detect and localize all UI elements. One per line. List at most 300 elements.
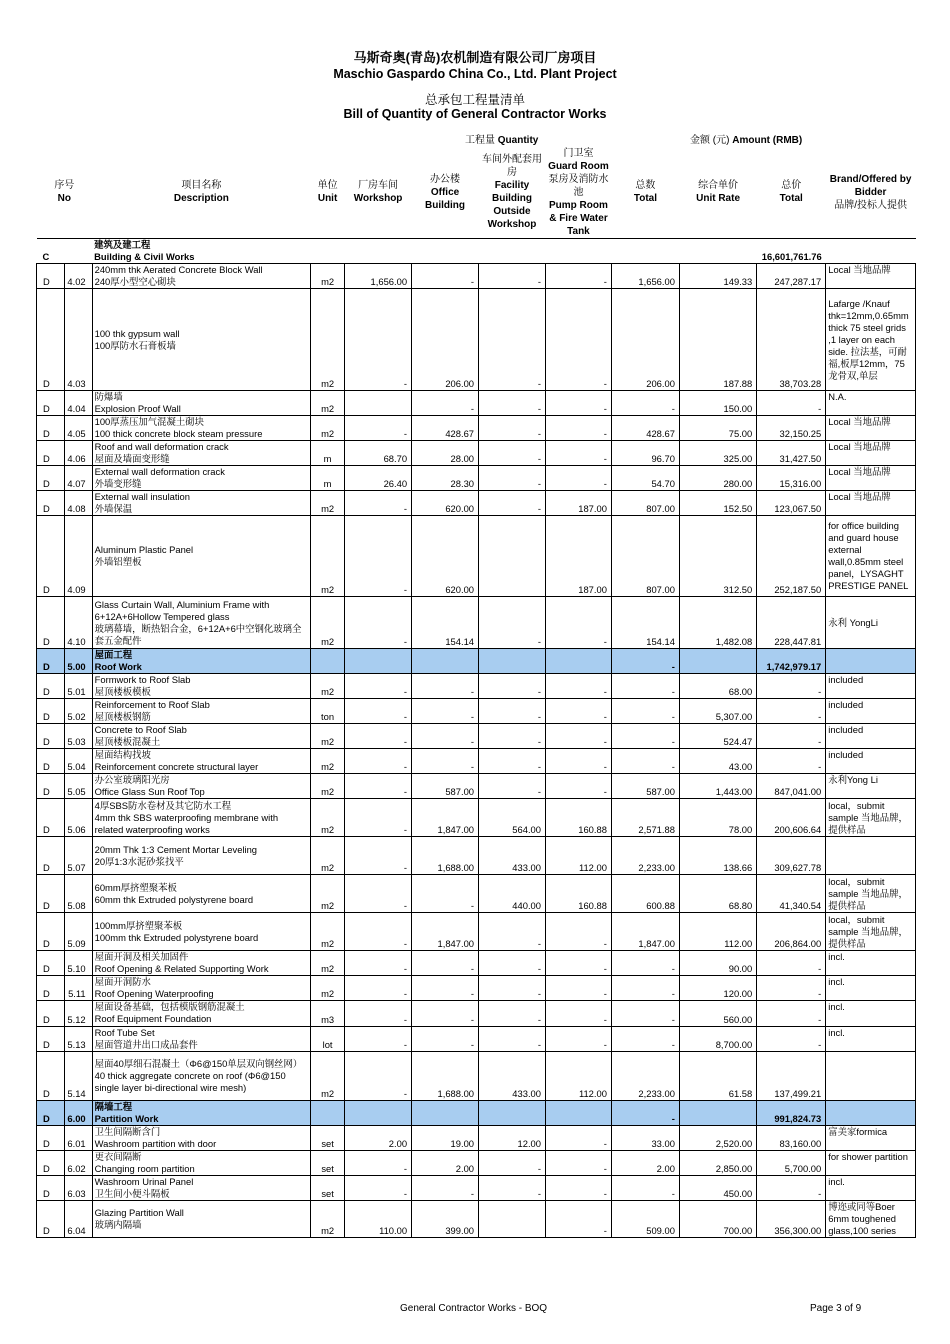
office-qty: 620.00 — [412, 491, 479, 516]
item-number: 6.03 — [64, 1176, 92, 1201]
unit-cell: m2 — [311, 875, 345, 913]
guard-pump-qty: - — [545, 391, 611, 416]
total-amount: - — [757, 1001, 826, 1027]
group-amount-cn: 金额 (元) — [690, 135, 730, 146]
item-number: 5.07 — [64, 837, 92, 875]
guard-pump-qty: 112.00 — [545, 1052, 611, 1101]
table-row — [37, 466, 916, 491]
description-line-1: 100厚蒸压加气混凝土砌块 — [94, 416, 205, 427]
guard-pump-qty: - — [545, 976, 611, 1001]
workshop-qty: - — [345, 491, 412, 516]
total-amount: - — [757, 1176, 826, 1201]
facility-qty: - — [479, 1176, 546, 1201]
description-line-2: Roof Opening Waterproofing — [94, 988, 214, 999]
guard-pump-qty: - — [545, 951, 611, 976]
brand-cell: 富美家formica — [826, 1126, 916, 1151]
total-qty: 1,847.00 — [611, 913, 679, 951]
office-qty: - — [412, 1001, 479, 1027]
description-line-1: External wall insulation — [94, 491, 190, 502]
unit-rate: 90.00 — [679, 951, 756, 976]
workshop-qty: - — [345, 1052, 412, 1101]
item-description — [92, 1052, 310, 1101]
unit-rate: 524.47 — [679, 724, 756, 749]
unit-rate: 187.88 — [679, 289, 756, 391]
brand-cell — [826, 1052, 916, 1101]
description-line-2: 100 thick concrete block steam pressure — [94, 428, 263, 439]
group-amount-en: Amount (RMB) — [732, 135, 803, 146]
unit-rate: 120.00 — [679, 976, 756, 1001]
total-qty: 807.00 — [611, 516, 679, 597]
unit-rate: 61.58 — [679, 1052, 756, 1101]
item-code-letter: C — [37, 239, 65, 264]
description-line-1: 建筑及建工程 — [94, 239, 151, 250]
unit-rate: 1,443.00 — [679, 774, 756, 799]
workshop-qty: - — [345, 699, 412, 724]
description-line-1: External wall deformation crack — [94, 466, 225, 477]
office-qty: 2.00 — [412, 1151, 479, 1176]
office-qty: 1,688.00 — [412, 1052, 479, 1101]
item-number: 4.02 — [64, 264, 92, 289]
facility-qty — [479, 1201, 546, 1238]
unit-cell: m2 — [311, 951, 345, 976]
brand-cell: Local 当地品牌 — [826, 264, 916, 289]
item-code-letter: D — [37, 1001, 65, 1027]
unit-rate: 450.00 — [679, 1176, 756, 1201]
facility-qty: 433.00 — [479, 1052, 546, 1101]
item-description — [92, 749, 310, 774]
facility-qty: - — [479, 264, 546, 289]
item-code-letter: D — [37, 913, 65, 951]
item-code-letter: D — [37, 264, 65, 289]
header-total-amount: 总价 Total — [779, 180, 803, 204]
facility-qty: - — [479, 674, 546, 699]
facility-qty: 440.00 — [479, 875, 546, 913]
header-no: 序号 No — [54, 180, 75, 204]
guard-pump-qty: - — [545, 913, 611, 951]
guard-pump-qty: - — [545, 597, 611, 649]
unit-cell — [311, 239, 345, 264]
description-line-2: 240厚小型空心砌块 — [94, 276, 176, 287]
facility-qty: - — [479, 416, 546, 441]
item-number: 4.07 — [64, 466, 92, 491]
facility-qty: 564.00 — [479, 799, 546, 837]
workshop-qty: - — [345, 951, 412, 976]
item-code-letter: D — [37, 875, 65, 913]
office-qty: 428.67 — [412, 416, 479, 441]
total-amount: 1,742,979.17 — [757, 649, 826, 674]
table-row — [37, 875, 916, 913]
unit-rate: 2,850.00 — [679, 1151, 756, 1176]
total-amount: - — [757, 749, 826, 774]
item-code-letter: D — [37, 416, 65, 441]
total-qty: 154.14 — [611, 597, 679, 649]
brand-cell: incl. — [826, 1027, 916, 1052]
total-qty: - — [611, 1001, 679, 1027]
table-row — [37, 1052, 916, 1101]
total-qty: 96.70 — [611, 441, 679, 466]
brand-cell: Local 当地品牌 — [826, 466, 916, 491]
total-qty: 54.70 — [611, 466, 679, 491]
item-description — [92, 416, 310, 441]
total-amount: 991,824.73 — [757, 1101, 826, 1126]
header-guard-pump: 门卫室 Guard Room 泵房及消防水池 Pump Room & Fire Water Tank — [548, 147, 609, 237]
description-line-1: 240mm thk Aerated Concrete Block Wall — [94, 264, 263, 275]
total-amount: 137,499.21 — [757, 1052, 826, 1101]
brand-cell: for office building and guard house external wall,0.85mm steel panel，LYSAGHT PRESTIGE PANEL — [826, 516, 916, 597]
description-line-2: Explosion Proof Wall — [94, 403, 181, 414]
item-code-letter: D — [37, 674, 65, 699]
description-line-1: 100mm厚挤塑聚苯板 — [94, 919, 183, 931]
office-qty: - — [412, 391, 479, 416]
unit-cell: m2 — [311, 774, 345, 799]
total-amount: 847,041.00 — [757, 774, 826, 799]
item-description — [92, 837, 310, 875]
description-line-2: Building & Civil Works — [94, 251, 195, 262]
facility-qty: - — [479, 491, 546, 516]
brand-cell: included — [826, 724, 916, 749]
item-code-letter: D — [37, 1176, 65, 1201]
item-description — [92, 239, 310, 264]
description-line-1: 更衣间隔断 — [94, 1151, 142, 1162]
item-description — [92, 516, 310, 597]
workshop-qty — [345, 649, 412, 674]
office-qty: 19.00 — [412, 1126, 479, 1151]
item-number: 5.03 — [64, 724, 92, 749]
unit-cell: m2 — [311, 416, 345, 441]
table-row — [37, 749, 916, 774]
total-amount: 309,627.78 — [757, 837, 826, 875]
header-total-qty: 总数 Total — [633, 180, 657, 204]
description-line-2: 屋顶楼板混凝土 — [94, 736, 161, 747]
unit-cell: m2 — [311, 976, 345, 1001]
item-number: 4.10 — [64, 597, 92, 649]
total-qty: 2.00 — [611, 1151, 679, 1176]
section-row — [37, 1101, 916, 1126]
workshop-qty — [345, 391, 412, 416]
item-code-letter: D — [37, 1151, 65, 1176]
description-line-1: Concrete to Roof Slab — [94, 724, 187, 735]
description-line-2: 100mm thk Extruded polystyrene board — [94, 931, 259, 943]
brand-cell: incl. — [826, 976, 916, 1001]
item-description — [92, 466, 310, 491]
unit-cell: m2 — [311, 516, 345, 597]
total-amount: - — [757, 976, 826, 1001]
table-row — [37, 1126, 916, 1151]
unit-rate: 700.00 — [679, 1201, 756, 1238]
facility-qty: 433.00 — [479, 837, 546, 875]
unit-cell: m2 — [311, 749, 345, 774]
facility-qty: - — [479, 724, 546, 749]
item-number: 5.12 — [64, 1001, 92, 1027]
description-line-1: 办公室玻璃阳光房 — [94, 774, 170, 785]
description-line-1: Washroom Urinal Panel — [94, 1176, 194, 1187]
unit-cell: ton — [311, 699, 345, 724]
facility-qty: - — [479, 466, 546, 491]
office-qty: - — [412, 951, 479, 976]
guard-pump-qty: 160.88 — [545, 799, 611, 837]
heading-row — [37, 239, 916, 264]
item-description — [92, 441, 310, 466]
unit-rate: 2,520.00 — [679, 1126, 756, 1151]
unit-cell: m2 — [311, 597, 345, 649]
facility-qty: - — [479, 1151, 546, 1176]
guard-pump-qty — [545, 239, 611, 264]
item-number: 5.11 — [64, 976, 92, 1001]
boq-body — [37, 239, 916, 1238]
unit-rate: 5,307.00 — [679, 699, 756, 724]
item-code-letter: D — [37, 1126, 65, 1151]
header-unit-rate: 综合单价 Unit Rate — [696, 180, 741, 204]
office-qty: 154.14 — [412, 597, 479, 649]
description-line-1: Aluminum Plastic Panel — [94, 544, 194, 555]
item-code-letter: D — [37, 466, 65, 491]
item-description — [92, 264, 310, 289]
item-description — [92, 491, 310, 516]
table-row — [37, 491, 916, 516]
brand-cell: Local 当地品牌 — [826, 441, 916, 466]
facility-qty: - — [479, 976, 546, 1001]
total-qty: - — [611, 1176, 679, 1201]
guard-pump-qty: - — [545, 466, 611, 491]
item-number: 5.01 — [64, 674, 92, 699]
item-number: 6.00 — [64, 1101, 92, 1126]
description-line-1: 屋面开洞防水 — [94, 976, 151, 987]
description-line-2: Roof Work — [94, 661, 142, 672]
table-row — [37, 976, 916, 1001]
workshop-qty: - — [345, 1027, 412, 1052]
item-number: 5.14 — [64, 1052, 92, 1101]
description-line-2: 玻璃幕墙，断热铝合金，6+12A+6中空钢化玻璃全套五金配件 — [94, 622, 302, 646]
brand-cell: 博迩或同等Boer 6mm toughened glass,100 series — [826, 1201, 916, 1238]
workshop-qty: - — [345, 774, 412, 799]
group-quantity-en: Quantity — [497, 135, 539, 146]
guard-pump-qty: 187.00 — [545, 516, 611, 597]
item-code-letter: D — [37, 749, 65, 774]
workshop-qty: 68.70 — [345, 441, 412, 466]
office-qty: 1,847.00 — [412, 913, 479, 951]
description-line-1: 防爆墙 — [94, 391, 123, 402]
total-amount: 41,340.54 — [757, 875, 826, 913]
item-code-letter: D — [37, 774, 65, 799]
table-row — [37, 264, 916, 289]
table-row — [37, 913, 916, 951]
description-line-2: Partition Work — [94, 1113, 159, 1124]
guard-pump-qty: 187.00 — [545, 491, 611, 516]
unit-rate: 78.00 — [679, 799, 756, 837]
description-line-1: Glazing Partition Wall — [94, 1207, 184, 1218]
unit-rate: 112.00 — [679, 913, 756, 951]
workshop-qty: - — [345, 724, 412, 749]
item-code-letter: D — [37, 289, 65, 391]
table-row — [37, 724, 916, 749]
workshop-qty: - — [345, 1176, 412, 1201]
description-line-2: 40 thick aggregate concrete on roof (Φ6@150 single layer bi-directional wire mesh) — [94, 1070, 286, 1093]
total-qty: 2,571.88 — [611, 799, 679, 837]
item-number: 4.05 — [64, 416, 92, 441]
unit-cell: set — [311, 1176, 345, 1201]
total-qty: 428.67 — [611, 416, 679, 441]
item-number: 5.04 — [64, 749, 92, 774]
total-amount: 5,700.00 — [757, 1151, 826, 1176]
item-description — [92, 289, 310, 391]
guard-pump-qty: - — [545, 416, 611, 441]
table-row — [37, 699, 916, 724]
total-amount: 228,447.81 — [757, 597, 826, 649]
item-description — [92, 1101, 310, 1126]
total-qty: - — [611, 674, 679, 699]
facility-qty: - — [479, 1001, 546, 1027]
item-description — [92, 674, 310, 699]
unit-cell: m2 — [311, 491, 345, 516]
description-line-2: Roof Opening & Related Supporting Work — [94, 963, 269, 974]
total-qty: 206.00 — [611, 289, 679, 391]
item-number: 4.03 — [64, 289, 92, 391]
office-qty: 399.00 — [412, 1201, 479, 1238]
unit-rate: 152.50 — [679, 491, 756, 516]
description-line-2: Office Glass Sun Roof Top — [94, 786, 205, 797]
item-number: 6.04 — [64, 1201, 92, 1238]
office-qty: 206.00 — [412, 289, 479, 391]
workshop-qty: - — [345, 976, 412, 1001]
office-qty: 1,688.00 — [412, 837, 479, 875]
workshop-qty: - — [345, 837, 412, 875]
total-amount: 83,160.00 — [757, 1126, 826, 1151]
guard-pump-qty: - — [545, 289, 611, 391]
header-facility: 车间外配套用房 Facility Building Outside Workshop — [482, 154, 542, 230]
unit-rate: 560.00 — [679, 1001, 756, 1027]
item-code-letter: D — [37, 391, 65, 416]
item-description — [92, 774, 310, 799]
item-number: 4.09 — [64, 516, 92, 597]
description-line-1: 屋面设备基础，包括模版钢筋混凝土 — [94, 1001, 245, 1012]
group-quantity-cn: 工程量 — [465, 135, 495, 146]
item-description — [92, 1027, 310, 1052]
facility-qty: - — [479, 391, 546, 416]
item-description — [92, 597, 310, 649]
guard-pump-qty: - — [545, 1201, 611, 1238]
facility-qty: - — [479, 774, 546, 799]
description-line-2: 屋面管道井出口成品套件 — [94, 1039, 198, 1050]
description-line-2: 100厚防水石膏板墙 — [94, 339, 176, 351]
total-amount: 247,287.17 — [757, 264, 826, 289]
item-number: 5.13 — [64, 1027, 92, 1052]
guard-pump-qty: - — [545, 1151, 611, 1176]
item-number — [64, 239, 92, 264]
item-code-letter: D — [37, 1201, 65, 1238]
item-code-letter: D — [37, 491, 65, 516]
item-description — [92, 951, 310, 976]
description-line-2: 卫生间小便斗隔板 — [94, 1188, 170, 1199]
table-row — [37, 1001, 916, 1027]
description-line-1: 4厚SBS防水卷材及其它防水工程 — [94, 799, 232, 811]
office-qty — [412, 239, 479, 264]
total-amount: 252,187.50 — [757, 516, 826, 597]
unit-cell: set — [311, 1126, 345, 1151]
description-line-2: 外墙变形缝 — [94, 478, 142, 489]
table-row — [37, 1027, 916, 1052]
title-cn: 马斯奇奥(青岛)农机制造有限公司厂房项目 — [353, 50, 597, 65]
workshop-qty: - — [345, 749, 412, 774]
header-workshop: 厂房车间 Workshop — [353, 180, 403, 204]
description-line-1: Reinforcement to Roof Slab — [94, 699, 210, 710]
table-row — [37, 799, 916, 837]
total-amount: - — [757, 951, 826, 976]
description-line-1: 100 thk gypsum wall — [94, 327, 180, 339]
table-row — [37, 951, 916, 976]
office-qty: - — [412, 699, 479, 724]
workshop-qty: - — [345, 289, 412, 391]
table-row — [37, 1201, 916, 1238]
total-qty: 1,656.00 — [611, 264, 679, 289]
guard-pump-qty: - — [545, 1001, 611, 1027]
unit-cell: m2 — [311, 1201, 345, 1238]
item-description — [92, 724, 310, 749]
description-line-1: 屋面开洞及相关加固件 — [94, 951, 189, 962]
item-description — [92, 649, 310, 674]
brand-cell: local，submit sample 当地品牌，提供样品 — [826, 799, 916, 837]
brand-cell: local，submit sample 当地品牌，提供样品 — [826, 875, 916, 913]
table-row — [37, 1176, 916, 1201]
table-row — [37, 441, 916, 466]
unit-cell: m2 — [311, 289, 345, 391]
total-qty: - — [611, 1027, 679, 1052]
unit-cell: m2 — [311, 1052, 345, 1101]
group-amount-label — [690, 131, 802, 146]
description-line-1: 屋面40厚细石混凝土（Φ6@150单层双向钢丝网） — [94, 1058, 303, 1069]
workshop-qty: - — [345, 597, 412, 649]
unit-rate: 43.00 — [679, 749, 756, 774]
item-code-letter: D — [37, 1101, 65, 1126]
guard-pump-qty: - — [545, 699, 611, 724]
unit-rate: 312.50 — [679, 516, 756, 597]
table-row — [37, 837, 916, 875]
item-description — [92, 1126, 310, 1151]
unit-rate: 8,700.00 — [679, 1027, 756, 1052]
item-number: 5.05 — [64, 774, 92, 799]
guard-pump-qty — [545, 649, 611, 674]
facility-qty: - — [479, 441, 546, 466]
guard-pump-qty: - — [545, 1027, 611, 1052]
unit-rate: 325.00 — [679, 441, 756, 466]
unit-cell: m2 — [311, 264, 345, 289]
total-amount: 31,427.50 — [757, 441, 826, 466]
brand-cell — [826, 649, 916, 674]
unit-cell: m — [311, 441, 345, 466]
workshop-qty: 26.40 — [345, 466, 412, 491]
item-code-letter: D — [37, 441, 65, 466]
item-description — [92, 799, 310, 837]
item-code-letter: D — [37, 649, 65, 674]
header-brand: Brand/Offered by Bidder 品牌/投标人提供 — [829, 173, 912, 211]
guard-pump-qty: - — [545, 674, 611, 699]
total-amount: 200,606.64 — [757, 799, 826, 837]
unit-cell: m2 — [311, 391, 345, 416]
unit-rate: 138.66 — [679, 837, 756, 875]
office-qty: - — [412, 724, 479, 749]
description-line-1: 20mm Thk 1:3 Cement Mortar Leveling — [94, 843, 258, 855]
unit-rate — [679, 1101, 756, 1126]
description-line-2: 20厚1:3水泥砂浆找平 — [94, 855, 184, 867]
total-qty: - — [611, 391, 679, 416]
description-line-2: 60mm thk Extruded polystyrene board — [94, 893, 254, 905]
item-code-letter: D — [37, 1052, 65, 1101]
brand-cell: for shower partition — [826, 1151, 916, 1176]
brand-cell: included — [826, 699, 916, 724]
item-number: 4.08 — [64, 491, 92, 516]
office-qty: - — [412, 1027, 479, 1052]
description-line-1: 60mm厚挤塑聚苯板 — [94, 881, 177, 893]
brand-cell: N.A. — [826, 391, 916, 416]
